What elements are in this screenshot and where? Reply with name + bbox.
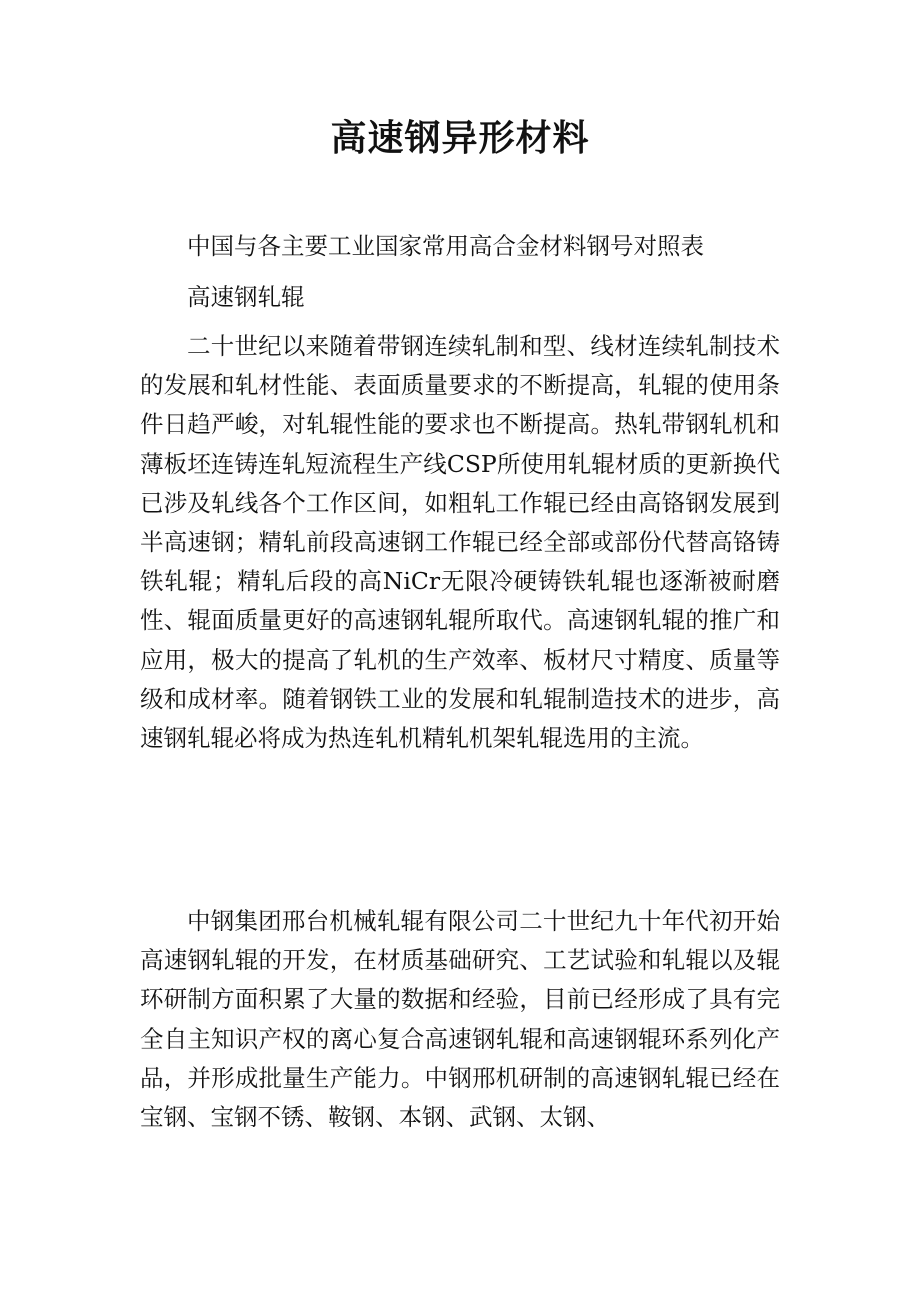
body-paragraph: 二十世纪以来随着带钢连续轧制和型、线材连续轧制技术的发展和轧材性能、表面质量要求的不断提高，轧辊的使用条件日趋严峻，对轧辊性能的要求也不断提高。热轧带钢轧机和薄板坯连铸连轧短流程生产线CSP所使用轧辊材质的更新换代已涉及轧线各个工作区间，如粗轧工作辊已经由高铬钢发展到半高速钢；精轧前段高速钢工作辊已经全部或部份代替高铬铸铁轧辊；精轧后段的高NiCr无限冷硬铸铁轧辊也逐渐被耐磨性、辊面质量更好的高速钢轧辊所取代。高速钢轧辊的推广和应用，极大的提高了轧机的生产效率、板材尺寸精度、质量等级和成材率。随着钢铁工业的发展和轧辊制造技术的进步，高速钢轧辊必将成为热连轧机精轧机架轧辊选用的主流。 <box>140 332 780 753</box>
body-paragraph: 中钢集团邢台机械轧辊有限公司二十世纪九十年代初开始高速钢轧辊的开发，在材质基础研究、工艺试验和轧辊以及辊环研制方面积累了大量的数据和经验，目前已经形成了具有完全自主知识产权的离心复合高速钢轧辊和高速钢辊环系列化产品，并形成批量生产能力。中钢邢机研制的高速钢轧辊已经在宝钢、宝钢不锈、鞍钢、本钢、武钢、太钢、 <box>140 907 780 1132</box>
document-title: 高速钢异形材料 <box>330 117 590 159</box>
section-heading: 高速钢轧辊 <box>187 283 305 311</box>
subtitle-line: 中国与各主要工业国家常用高合金材料钢号对照表 <box>187 232 704 260</box>
